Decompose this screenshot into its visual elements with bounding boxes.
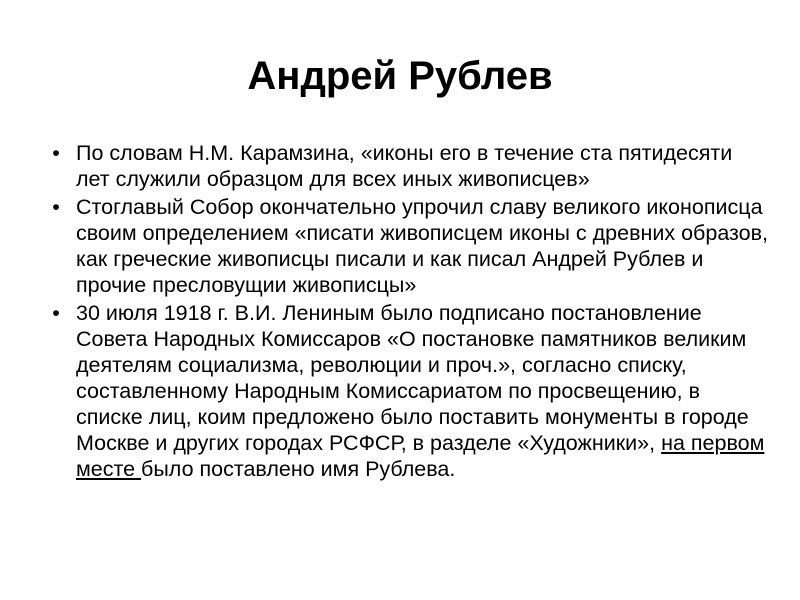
bullet-text: Стоглавый Собор окончательно упрочил славу великого иконописца своим определением «писати живописцем иконы с древних образов, как греческие живописцы писали и как писал Андрей Рублев и прочие пресловущии живописцы»	[76, 195, 769, 297]
bullet-dot-icon: •	[52, 141, 60, 165]
bullet-list	[48, 140, 768, 484]
bullet-text: 30 июля 1918 г. В.И. Лениным было подписано постановление Совета Народных Комиссаров «О постановке памятников великим деятелям социализма, революции и проч.», согласно списку, составленному Народным Комиссариатом по просвещению, в списке лиц, коим предложено было поставить монументы в городе Москве и других городах РСФСР, в разделе «Художники»,	[76, 301, 749, 455]
bullet-text: По словам Н.М. Карамзина, «иконы его в течение ста пятидесяти лет служили образцом для всех иных живописцев»	[76, 141, 733, 191]
bullet-text-end: было поставлено имя Рублева.	[141, 457, 456, 481]
bullet-dot-icon: •	[52, 301, 60, 325]
slide-title: Андрей Рублев	[247, 54, 553, 98]
bullet-item-karamzin	[48, 140, 768, 192]
bullet-item-stoglav-council	[48, 194, 768, 298]
bullet-item-lenin-decree	[48, 300, 768, 482]
bullet-dot-icon: •	[52, 195, 60, 219]
bullet-text-underlined: на первом месте	[76, 431, 765, 481]
